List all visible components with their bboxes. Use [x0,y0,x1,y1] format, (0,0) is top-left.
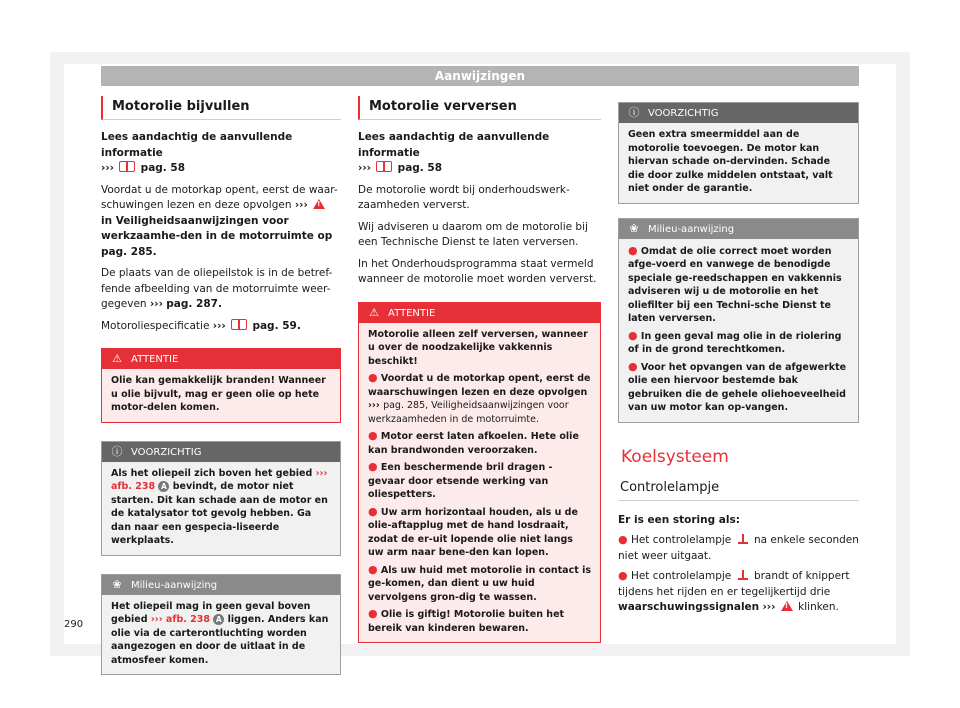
info-icon: ⓘ [111,444,123,458]
chevron-icon: ››› [212,319,226,332]
page-ref[interactable]: pag. 58 [397,162,443,174]
safety-link[interactable]: in Veiligheidsaanwijzingen voor werkzaamhe-den in de motorruimte op pag. 285. [101,214,333,258]
issue-2: ● Het controlelampje brandt of knippert tijdens het rijden en er tegelijkertijd drie waarschuwingssignalen ››› ! klinken. [618,568,859,616]
warning-icon [313,199,325,209]
list-item: ● Voordat u de motorkap opent, eerst de waarschuwingen lezen en deze opvolgen ››› pag. 285, Veiligheidsaanwijzingen voor werkzaamheden in de motorruimte. [368,371,591,425]
chevron-icon: ››› [149,298,163,310]
para-2: Wij adviseren u daarom om de motorolie bij een Technische Dienst te laten verversen. [358,220,588,248]
para-1-text: Voordat u de motorkap opent, eerst de waar-schuwingen lezen en deze opvolgen [101,183,338,211]
caution-text-b: bevindt, de motor niet starten. Dit kan schade aan de motor en de katalysator tot gevolg hebben. Ga dan naar een gespecia-liseerde werkplaats. [111,481,328,546]
env-title-bar [619,219,858,239]
para-2 [101,266,341,313]
list-item: ● In geen geval mag olie in de riolering of in de grond terechtkomen. [628,328,842,355]
attention-body [359,323,600,643]
column-motorolie-bijvullen [101,96,341,675]
page-ref[interactable]: pag. 58 [140,162,186,174]
list-item: ● Uw arm horizontaal houden, als u de olie-aftapplug met de hand losdraait, zodat de er-uit lopende olie niet langs uw arm naar bene-den kan lopen. [368,504,578,558]
section-heading: Motorolie verversen [358,96,601,120]
list-item: ● Omdat de olie correct moet worden afge-voerd en vanwege de benodigde speciale ge-reedschappen en vakkennis adviseren wij u de motorolie en het oliefilter bij een Techni-sche Dienst te laten verversen. [628,243,842,324]
book-icon [376,161,392,172]
para-3: In het Onderhoudsprogramma staat vermeld wanneer de motorolie moet worden ververst. [358,257,597,285]
figure-link[interactable]: afb. 238 [111,481,156,492]
attention-box [101,348,341,423]
figure-link[interactable]: afb. 238 [165,614,211,625]
chevron-icon: ››› [150,614,163,625]
para-2-text: De plaats van de oliepeilstok is in de betref-fende afbeelding van de motorruimte weer-gegeven [101,267,333,310]
list-item: ● Voor het opvangen van de afgewerkte olie een hiervoor bestemde bak gebruiken die de gehele oliehoeveelheid van uw motor kan op-vangen. [628,359,847,413]
intro-text: Lees aandachtig de aanvullende informatie [101,131,293,159]
sub-heading: Controlelampje [618,477,859,501]
chevron-icon: ››› [315,467,328,479]
chevron-icon: ››› [101,162,114,174]
column-motorolie-verversen [358,96,601,643]
book-icon [231,319,247,330]
badge: A [213,614,224,625]
attention-title: ATTENTIE [388,307,436,319]
caution-title-bar [619,103,858,123]
attention-title-bar [359,303,600,323]
caution-title: VOORZICHTIG [131,446,202,458]
warning-icon [781,601,793,611]
caution-title-bar [102,442,340,462]
env-title-bar [102,575,340,595]
warning-icon: ⚠ [369,305,379,319]
intro [358,130,601,177]
info-icon: ⓘ [628,106,640,119]
caution-text-a: Als het oliepeil zich boven het gebied [111,467,313,479]
leaf-icon: ❀ [112,577,122,591]
list-item: ● Motor eerst laten afkoelen. Hete olie kan brandwonden veroorzaken. [368,429,579,456]
page-ref[interactable]: pag. 287. [166,298,222,310]
column-right [618,102,859,616]
caution-title: VOORZICHTIG [648,108,719,119]
chevron-icon: ››› [358,162,371,174]
caution-body [102,462,340,555]
list-item: ● Een beschermende bril dragen - gevaar door etsende werking van oliespetters. [368,460,553,500]
section-heading: Motorolie bijvullen [101,96,341,120]
env-title: Milieu-aanwijzing [131,579,218,591]
issue-intro: Er is een storing als: [618,513,740,526]
book-icon [119,161,135,172]
section-title: Koelsysteem [621,446,729,467]
bullet: ● [618,533,628,546]
badge: A [158,481,169,492]
env-box [101,574,341,676]
page-header: Aanwijzingen [101,66,859,86]
page-ref[interactable]: pag. 59. [252,319,301,332]
env-body [619,239,858,422]
para-3-text: Motoroliespecificatie [101,319,210,332]
para-3 [101,319,341,335]
attention-box [358,302,601,644]
attention-intro: Motorolie alleen zelf verversen, wanneer u over de noodzakelijke vakkennis beschikt! [368,328,588,367]
chevron-icon: ››› [294,199,308,211]
intro-text: Lees aandachtig de aanvullende informatie [358,131,550,159]
caution-box [618,102,859,204]
env-title: Milieu-aanwijzing [648,223,735,235]
chevron-icon: ››› [762,601,776,613]
leaf-icon: ❀ [629,221,639,235]
para-1 [101,183,341,261]
attention-body: Olie kan gemakkelijk branden! Wanneer u olie bijvult, mag er geen olie op hete motor-delen komen. [102,369,340,422]
caution-body: Geen extra smeermiddel aan de motorolie toevoegen. De motor kan hiervan schade on-dervinden. Schade die door zulke middelen ontstaat, valt niet onder de garantie. [619,123,858,203]
safety-link[interactable]: pag. 285, Veiligheidsaanwijzingen voor werkzaamheden in de motorruimte. [368,400,569,425]
coolant-lamp-icon [738,570,748,580]
caution-box [101,441,341,556]
attention-title-bar [102,349,340,369]
attention-title: ATTENTIE [131,354,179,365]
intro [101,130,341,177]
coolant-lamp-icon [738,534,748,544]
list-item: ● Olie is giftig! Motorolie buiten het bereik van kinderen bewaren. [368,607,565,634]
env-text-a: Het oliepeil mag in geen geval boven gebied [111,600,311,625]
chevron-icon: ››› [368,400,380,411]
env-body [102,595,340,675]
env-text-b: liggen. Anders kan olie via de carterontluchting worden aangezogen en door de uitlaat in de atmosfeer komen. [111,614,329,666]
para-1: De motorolie wordt bij onderhoudswerk-zaamheden ververst. [358,183,570,211]
issue-1: ● Het controlelampje na enkele seconden niet weer uitgaat. [618,533,859,562]
env-box [618,218,859,423]
page-number: 290 [64,619,84,630]
warning-icon: ⚠ [112,352,122,365]
list-item: ● Als uw huid met motorolie in contact is ge-komen, dan dient u uw huid vervolgens gron-dig te wassen. [368,562,591,603]
bullet: ● [618,569,628,582]
